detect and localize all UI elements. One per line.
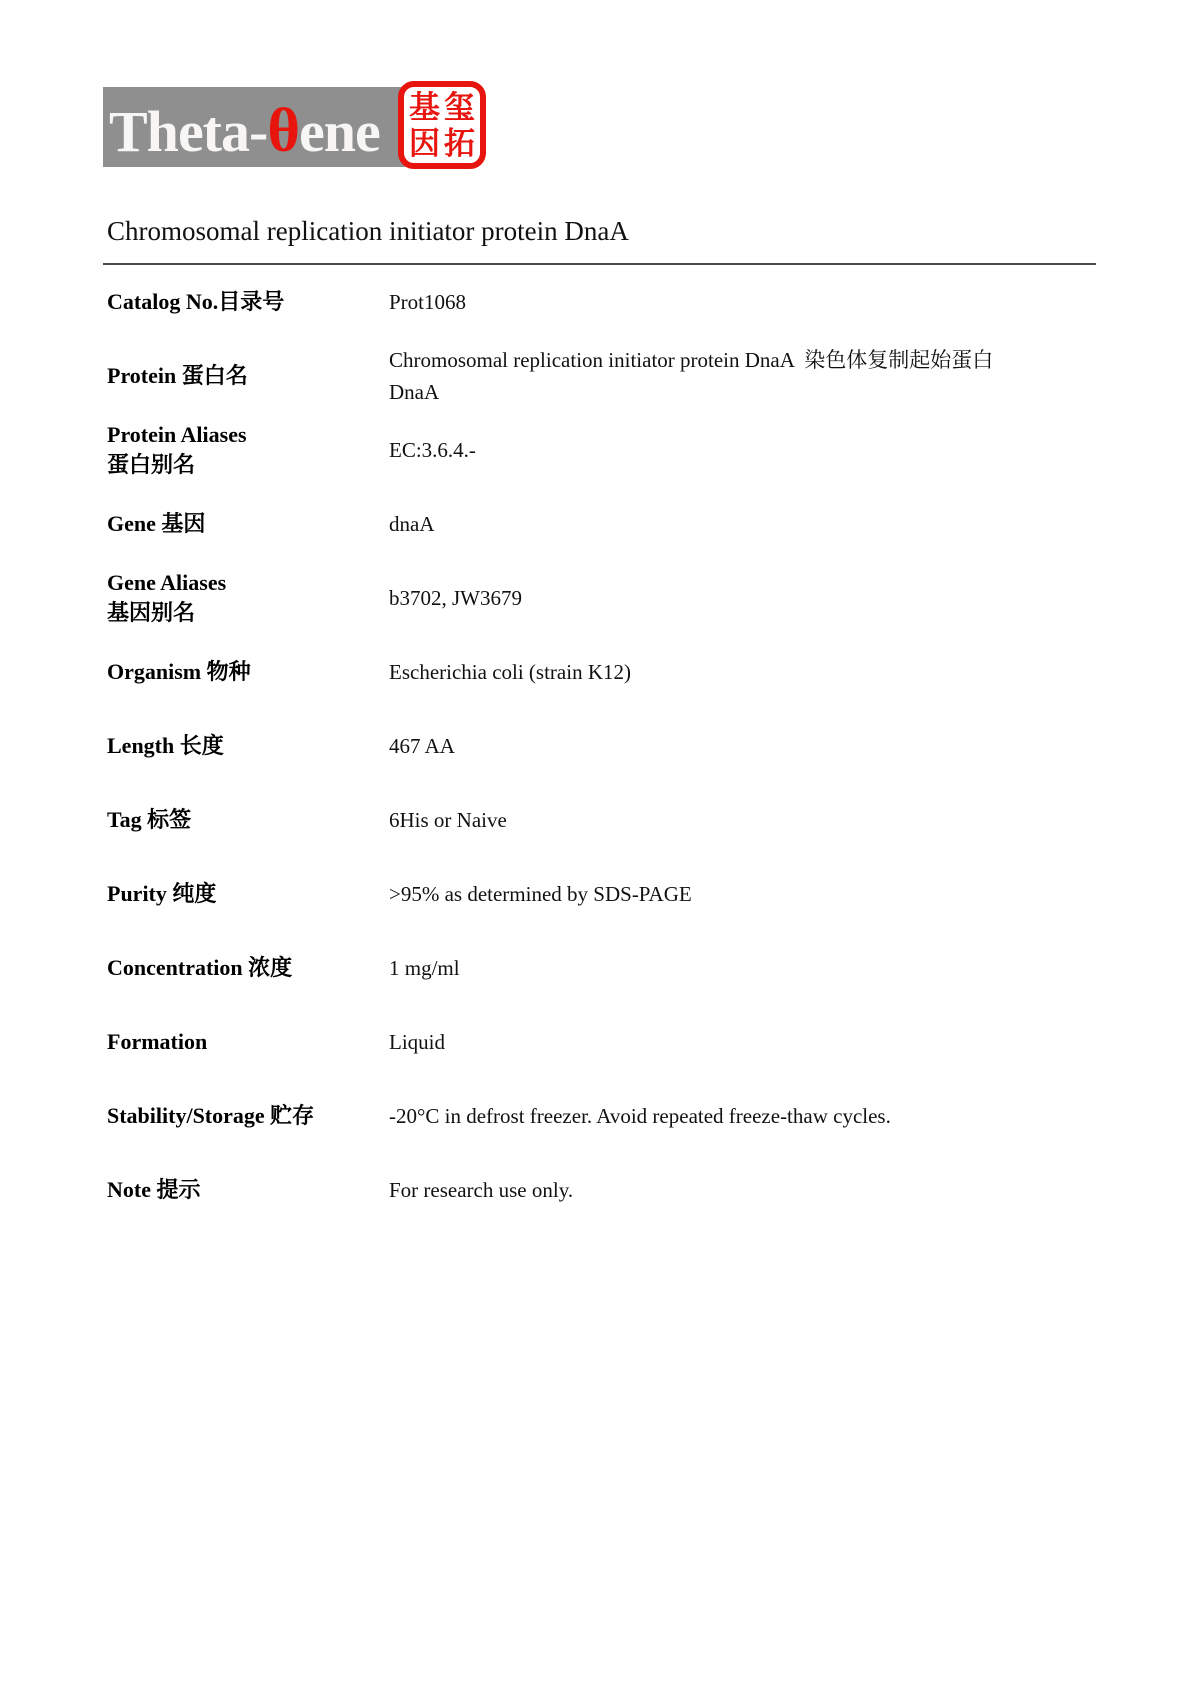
spec-row-tag bbox=[103, 783, 1096, 857]
spec-label-text: Protein 蛋白名 bbox=[107, 363, 248, 389]
spec-label-text: Concentration 浓度 bbox=[107, 955, 293, 981]
spec-label-text: Catalog No.目录号 bbox=[107, 289, 285, 315]
spec-row-protein-aliases bbox=[103, 413, 1096, 487]
spec-row-gene-aliases bbox=[103, 561, 1096, 635]
spec-label bbox=[103, 657, 389, 687]
spec-label bbox=[103, 879, 389, 909]
spec-row-concentration bbox=[103, 931, 1096, 1005]
spec-label bbox=[103, 287, 389, 317]
spec-value: Prot1068 bbox=[389, 289, 467, 314]
company-seal bbox=[398, 81, 486, 169]
spec-value: For research use only. bbox=[389, 1177, 574, 1202]
spec-label-text: Protein Aliases bbox=[107, 422, 247, 448]
spec-row-purity bbox=[103, 857, 1096, 931]
logo-wordmark bbox=[109, 95, 380, 165]
spec-label bbox=[103, 953, 389, 983]
page-title: Chromosomal replication initiator protein DnaA bbox=[107, 216, 629, 246]
spec-value: 467 AA bbox=[389, 733, 455, 758]
spec-label bbox=[103, 509, 389, 539]
seal-character-bottom-left: 因 bbox=[409, 125, 440, 161]
spec-row-note bbox=[103, 1153, 1096, 1227]
spec-label bbox=[103, 568, 389, 627]
spec-label bbox=[103, 1175, 389, 1205]
spec-row-length bbox=[103, 709, 1096, 783]
spec-value: >95% as determined by SDS-PAGE bbox=[389, 881, 692, 906]
spec-label bbox=[103, 805, 389, 835]
spec-label bbox=[103, 420, 389, 479]
spec-value: dnaA bbox=[389, 511, 435, 536]
spec-label bbox=[103, 361, 389, 391]
spec-value: Liquid bbox=[389, 1029, 445, 1054]
spec-label bbox=[103, 1101, 389, 1131]
spec-label-text: Tag 标签 bbox=[107, 807, 192, 833]
spec-label-text: Organism 物种 bbox=[107, 659, 251, 685]
spec-label-text: Purity 纯度 bbox=[107, 881, 217, 907]
spec-value: b3702, JW3679 bbox=[389, 585, 522, 610]
spec-row-stability-storage bbox=[103, 1079, 1096, 1153]
datasheet-page bbox=[103, 0, 1096, 1227]
spec-label-text-cn: 基因别名 bbox=[107, 600, 196, 626]
spec-row-formation bbox=[103, 1005, 1096, 1079]
spec-value: EC:3.6.4.- bbox=[389, 437, 476, 462]
spec-label bbox=[103, 731, 389, 761]
spec-row-protein bbox=[103, 339, 1096, 413]
logo-text-prefix: Theta- bbox=[109, 99, 268, 164]
spec-row-gene bbox=[103, 487, 1096, 561]
seal-character-top-left: 基 bbox=[409, 89, 440, 125]
logo-theta-glyph: θ bbox=[267, 95, 300, 165]
brand-header bbox=[103, 81, 1096, 173]
spec-value: -20°C in defrost freezer. Avoid repeated freeze-thaw cycles. bbox=[389, 1103, 891, 1128]
spec-row-catalog bbox=[103, 265, 1096, 339]
seal-character-top-right: 玺 bbox=[444, 89, 475, 125]
spec-label-text: Note 提示 bbox=[107, 1177, 201, 1203]
spec-label-text: Stability/Storage 贮存 bbox=[107, 1103, 315, 1129]
spec-label-text: Formation bbox=[107, 1029, 208, 1055]
spec-label-text: Length 长度 bbox=[107, 733, 224, 759]
spec-value: Escherichia coli (strain K12) bbox=[389, 659, 631, 684]
seal-character-bottom-right: 拓 bbox=[444, 125, 475, 161]
brand-logo bbox=[103, 87, 422, 167]
spec-row-organism bbox=[103, 635, 1096, 709]
spec-value: 6His or Naive bbox=[389, 807, 507, 832]
spec-label bbox=[103, 1027, 389, 1057]
spec-label-text-cn: 蛋白别名 bbox=[107, 452, 196, 478]
spec-label-text: Gene 基因 bbox=[107, 511, 206, 537]
spec-table bbox=[103, 265, 1096, 1227]
spec-value: Chromosomal replication initiator protein DnaA 染色体复制起始蛋白 DnaA bbox=[389, 347, 999, 405]
logo-text-suffix: ene bbox=[299, 99, 380, 164]
spec-label-text: Gene Aliases bbox=[107, 570, 227, 596]
spec-value: 1 mg/ml bbox=[389, 955, 460, 980]
